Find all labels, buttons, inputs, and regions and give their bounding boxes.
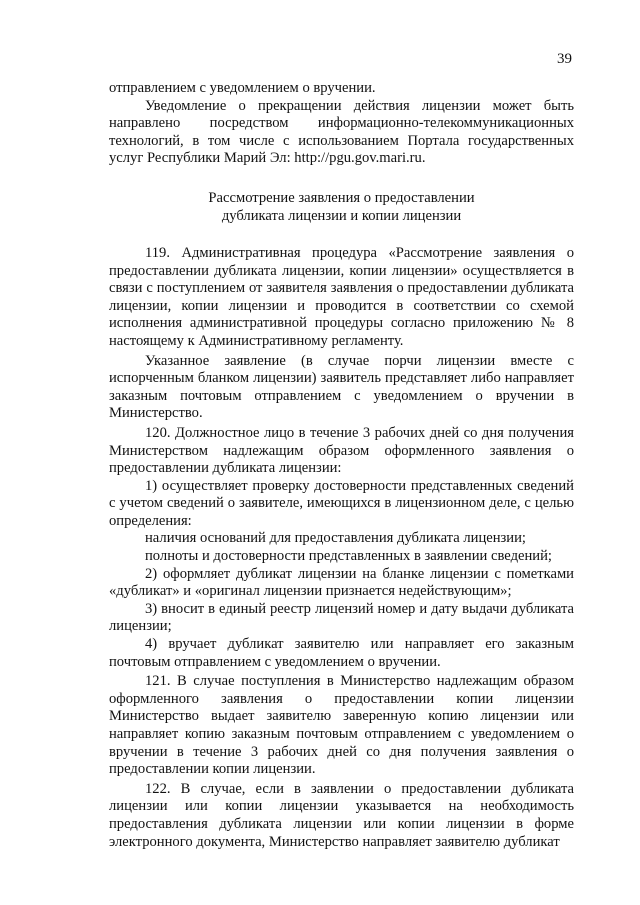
paragraph-notification: Уведомление о прекращении действия лицензии может быть направлено посредством информационно-телекоммуникационных технологий, в том числе с использованием Портала государственных услуг Республики Марий Эл: http://pgu.gov.mari.ru. (109, 97, 574, 167)
paragraph-120: 120. Должностное лицо в течение 3 рабочих дней со дня получения Министерством надлежащим образом оформленного заявления о предоставлении дубликата лицензии: (109, 424, 574, 477)
section-heading-line-2: дубликата лицензии и копии лицензии (221, 207, 462, 224)
paragraph-119: 119. Административная процедура «Рассмотрение заявления о предоставлении дубликата лицензии, копии лицензии» осуществляется в связи с поступлением от заявителя заявления о предоставлении дубликата лицензии, копии лицензии и проводится в соответствии со схемой исполнения административной процедуры согласно приложению № 8 настоящему к Административному регламенту. (109, 244, 574, 349)
document-body (109, 80, 574, 851)
list-subitem-completeness: полноты и достоверности представленных в заявлении сведений; (145, 548, 552, 565)
paragraph-122: 122. В случае, если в заявлении о предоставлении дубликата лицензии или копии лицензии указывается на необходимость предоставления дубликата лицензии или копии лицензии в форме электронного документа, Министерство направляет заявителю дубликат (109, 780, 574, 850)
page-number: 39 (557, 51, 572, 67)
list-item-1: 1) осуществляет проверку достоверности представленных сведений с учетом сведений о заявителе, имеющихся в лицензионном деле, с целью определения: (109, 477, 574, 529)
paragraph-121: 121. В случае поступления в Министерство надлежащим образом оформленного заявления о предоставлении копии лицензии Министерство выдает заявителю заверенную копию лицензии или направляет копию заказным почтовым отправлением с уведомлением о вручении в течение 3 рабочих дней со дня получения заявления о предоставлении копии лицензии. (109, 673, 574, 778)
paragraph-continuation: отправлением с уведомлением о вручении. (109, 80, 376, 96)
list-item-2: 2) оформляет дубликат лицензии на бланке лицензии с пометками «дубликат» и «оригинал лицензии признается недействующим»; (109, 565, 574, 600)
list-item-3: 3) вносит в единый реестр лицензий номер и дату выдачи дубликата лицензии; (109, 600, 574, 635)
section-heading (109, 189, 574, 225)
section-heading-line-1: Рассмотрение заявления о предоставлении (208, 189, 475, 206)
list-item-4: 4) вручает дубликат заявителю или направляет его заказным почтовым отправлением с уведомлением о вручении. (109, 636, 574, 670)
list-subitem-grounds: наличия оснований для предоставления дубликата лицензии; (145, 530, 526, 547)
paragraph-application-submission: Указанное заявление (в случае порчи лицензии вместе с испорченным бланком лицензии) заявитель представляет либо направляет заказным почтовым отправлением с уведомлением о вручении в Министерство. (109, 352, 574, 422)
